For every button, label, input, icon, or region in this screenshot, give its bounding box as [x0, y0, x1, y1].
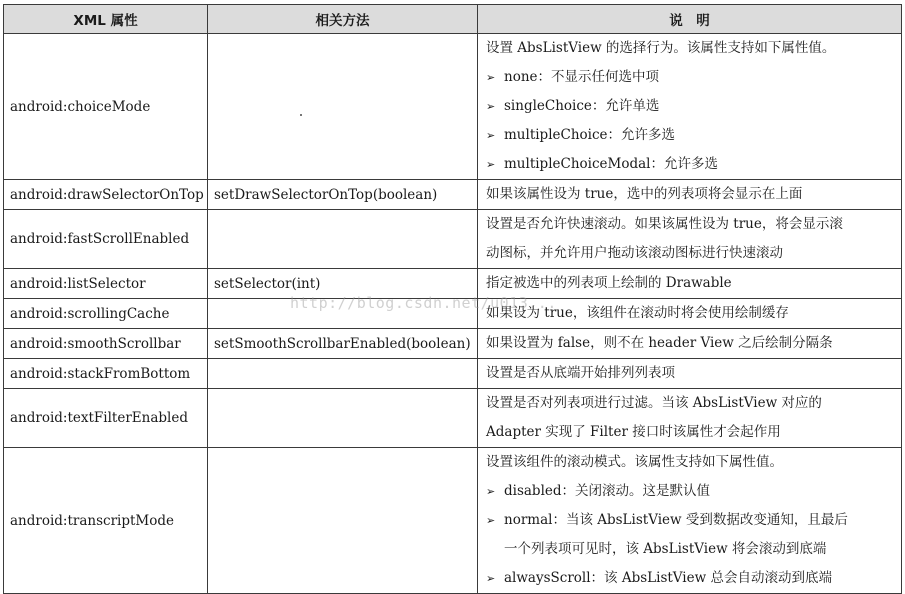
table-row	[4, 359, 902, 389]
related-method-cell	[208, 210, 478, 269]
description-line	[486, 239, 893, 268]
table-row	[4, 329, 902, 359]
xml-attribute-cell: android:stackFromBottom	[4, 359, 208, 389]
description-line	[486, 506, 893, 535]
related-method-cell: setSmoothScrollbarEnabled(boolean)	[208, 329, 478, 359]
description-line	[486, 564, 893, 593]
description-text: 如果该属性设为 true，选中的列表项将会显示在上面	[486, 186, 803, 202]
description-cell	[478, 329, 902, 359]
description-text: Adapter 实现了 Filter 接口时该属性才会起作用	[486, 424, 781, 440]
description-line	[486, 210, 893, 239]
description-text: alwaysScroll：该 AbsListView 总会自动滚动到底端	[504, 570, 832, 586]
table-row	[4, 389, 902, 448]
table-row	[4, 299, 902, 329]
description-line	[486, 121, 893, 150]
table-row	[4, 34, 902, 180]
bullet-arrow-icon: ➢	[486, 71, 496, 84]
description-cell	[478, 448, 902, 594]
related-method-cell: setDrawSelectorOnTop(boolean)	[208, 180, 478, 210]
xml-attribute-cell: android:scrollingCache	[4, 299, 208, 329]
description-line	[486, 329, 893, 358]
description-text: 设置是否允许快速滚动。如果该属性设为 true，将会显示滚	[486, 216, 843, 232]
description-line	[486, 299, 893, 328]
description-line	[486, 535, 893, 564]
header-xml-attribute: XML 属性	[4, 5, 208, 34]
description-text: multipleChoice：允许多选	[504, 127, 676, 143]
description-text: 设置是否从底端开始排列列表项	[486, 365, 675, 381]
description-line	[486, 34, 893, 63]
description-text: multipleChoiceModal：允许多选	[504, 156, 718, 172]
description-line	[486, 477, 893, 506]
related-method-cell	[208, 448, 478, 594]
description-text: 指定被选中的列表项上绘制的 Drawable	[486, 275, 732, 291]
description-line	[486, 448, 893, 477]
watermark: http://blog.csdn.net/u013...	[290, 294, 557, 312]
xml-attribute-cell: android:choiceMode	[4, 34, 208, 180]
description-line	[486, 389, 893, 418]
table-header-row	[4, 5, 902, 34]
table-row	[4, 448, 902, 594]
description-line	[486, 359, 893, 388]
xml-attribute-cell: android:transcriptMode	[4, 448, 208, 594]
bullet-arrow-icon: ➢	[486, 158, 496, 171]
description-text: 如果设为 true，该组件在滚动时将会使用绘制缓存	[486, 305, 789, 321]
description-text: 一个列表项可见时，该 AbsListView 将会滚动到底端	[504, 541, 827, 557]
bullet-arrow-icon: ➢	[486, 572, 496, 585]
bullet-arrow-icon: ➢	[486, 100, 496, 113]
related-method-cell: setSelector(int)	[208, 269, 478, 299]
description-cell	[478, 359, 902, 389]
description-text: 设置是否对列表项进行过滤。当该 AbsListView 对应的	[486, 395, 822, 411]
description-cell	[478, 210, 902, 269]
related-method-cell	[208, 34, 478, 180]
description-line	[486, 418, 893, 447]
table-row	[4, 269, 902, 299]
description-cell	[478, 269, 902, 299]
xml-attribute-cell: android:textFilterEnabled	[4, 389, 208, 448]
description-text: disabled：关闭滚动。这是默认值	[504, 483, 711, 499]
table-row	[4, 180, 902, 210]
description-text: 设置 AbsListView 的选择行为。该属性支持如下属性值。	[486, 40, 836, 56]
stray-dot	[300, 114, 302, 116]
bullet-arrow-icon: ➢	[486, 485, 496, 498]
description-line	[486, 180, 893, 209]
table-body	[4, 34, 902, 594]
bullet-arrow-icon: ➢	[486, 514, 496, 527]
description-line	[486, 92, 893, 121]
header-related-method: 相关方法	[208, 5, 478, 34]
attributes-table	[3, 4, 902, 594]
related-method-cell	[208, 299, 478, 329]
description-text: 设置该组件的滚动模式。该属性支持如下属性值。	[486, 454, 783, 470]
description-cell	[478, 180, 902, 210]
description-line	[486, 269, 893, 298]
description-text: 动图标，并允许用户拖动该滚动图标进行快速滚动	[486, 245, 783, 261]
bullet-arrow-icon: ➢	[486, 129, 496, 142]
description-cell	[478, 34, 902, 180]
description-line	[486, 150, 893, 179]
related-method-cell	[208, 359, 478, 389]
description-text: normal：当该 AbsListView 受到数据改变通知，且最后	[504, 512, 848, 528]
related-method-cell	[208, 389, 478, 448]
header-description: 说 明	[478, 5, 902, 34]
description-text: 如果设置为 false，则不在 header View 之后绘制分隔条	[486, 335, 833, 351]
table-row	[4, 210, 902, 269]
xml-attribute-cell: android:listSelector	[4, 269, 208, 299]
description-text: singleChoice：允许单选	[504, 98, 660, 114]
description-line	[486, 63, 893, 92]
description-cell	[478, 299, 902, 329]
xml-attribute-cell: android:fastScrollEnabled	[4, 210, 208, 269]
description-text: none：不显示任何选中项	[504, 69, 660, 85]
xml-attribute-cell: android:drawSelectorOnTop	[4, 180, 208, 210]
xml-attribute-cell: android:smoothScrollbar	[4, 329, 208, 359]
description-cell	[478, 389, 902, 448]
